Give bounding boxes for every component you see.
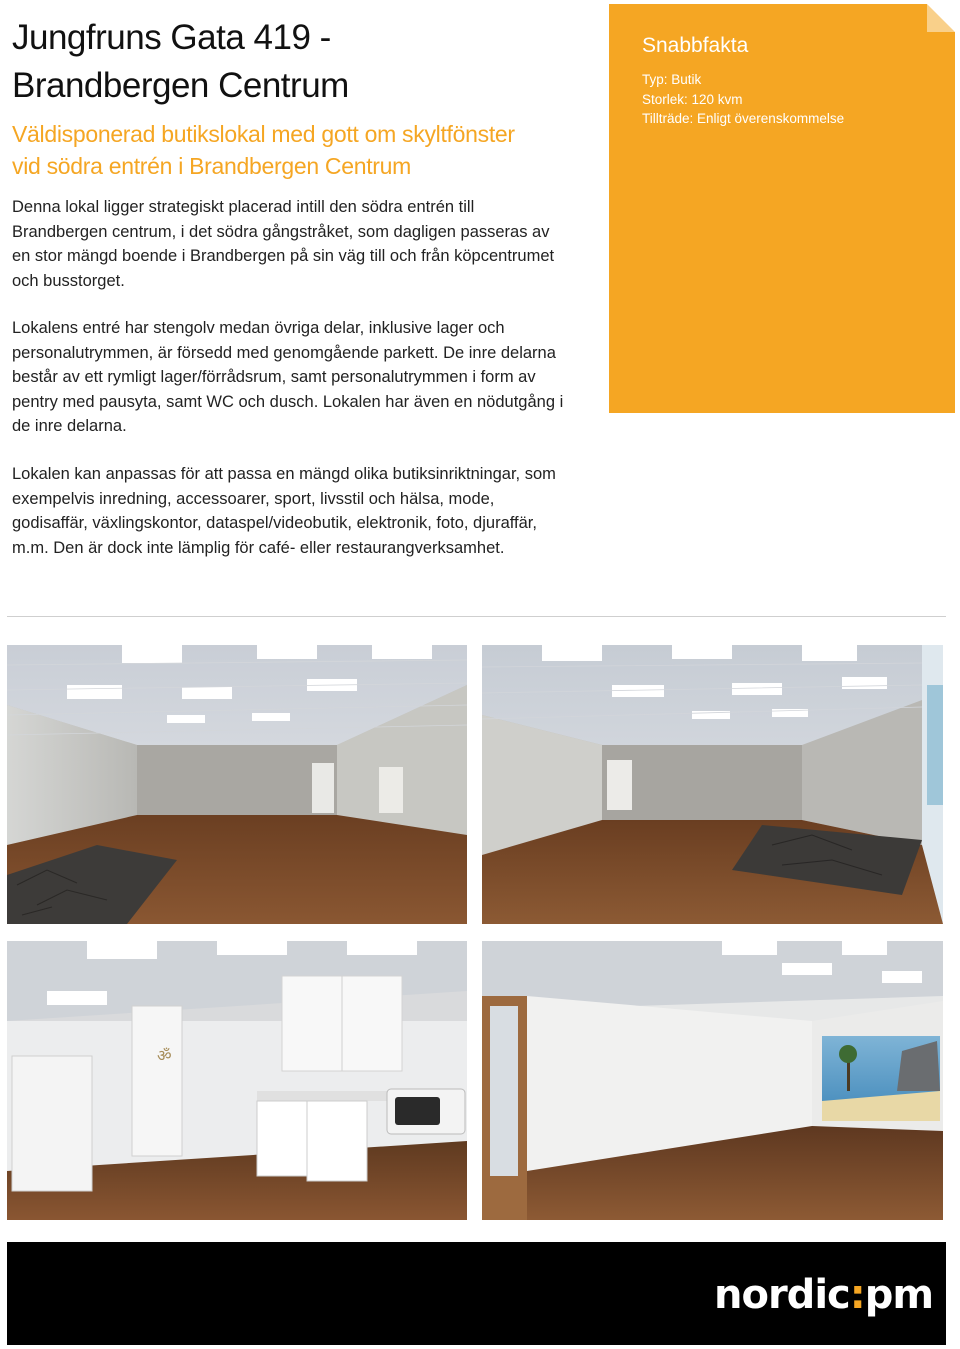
page-fold-corner xyxy=(927,4,955,32)
title-line-1: Jungfruns Gata 419 - xyxy=(12,18,331,57)
fact-size: Storlek: 120 kvm xyxy=(642,91,743,107)
svg-text:nordic:pm: nordic:pm xyxy=(714,1272,934,1318)
description-paragraph-usage: Lokalen kan anpassas för att passa en mängd olika butiksinriktningar, som exempelvis inredning, accessoarer, sport, livsstil och hälsa, mode, godisaffär, växlingskontor, dataspel/videobutik, elektronik, foto, djuraffär, m.m. Den är dock inte lämplig för café- eller restaurangverksamhet. xyxy=(12,465,556,557)
title-line-2: Brandbergen Centrum xyxy=(12,66,349,105)
fact-access: Tillträde: Enligt överenskommelse xyxy=(642,111,845,126)
description-paragraph-location: Denna lokal ligger strategiskt placerad intill den södra entrén till Brandbergen centrum, i det södra gångstråket, som dagligen passeras av en stor mängd boende i Brandbergen på sin väg till och från köpcentrumet och busstorget. xyxy=(12,198,555,290)
photo-storage-room xyxy=(482,941,943,1220)
page-title xyxy=(12,14,572,110)
footer-bar xyxy=(7,1242,946,1345)
nordicpm-logo xyxy=(714,1268,934,1320)
description-paragraph-layout: Lokalens entré har stengolv medan övriga delar, inklusive lager och personalutrymmen, är försedd med genomgående parkett. De inre delarna består av ett rymligt lager/förrådsrum, samt personalutrymmen i form av pentry med pausyta, samt WC och dusch. Lokalen har även en nödutgång i de inre delarna. xyxy=(12,319,564,435)
photo-shop-interior-2 xyxy=(482,645,943,924)
quick-facts-heading: Snabbfakta xyxy=(642,34,749,57)
subtitle-line-2: vid södra entrén i Brandbergen Centrum xyxy=(12,153,411,179)
photo-shop-interior-1 xyxy=(7,645,467,924)
photo-pantry xyxy=(7,941,467,1220)
section-divider xyxy=(7,616,946,617)
fact-type: Typ: Butik xyxy=(642,72,702,87)
page-subtitle xyxy=(12,118,572,182)
svg-text:ॐ: ॐ xyxy=(157,1046,172,1065)
subtitle-line-1: Väldisponerad butikslokal med gott om skyltfönster xyxy=(12,121,515,147)
quick-facts-box xyxy=(609,4,955,413)
